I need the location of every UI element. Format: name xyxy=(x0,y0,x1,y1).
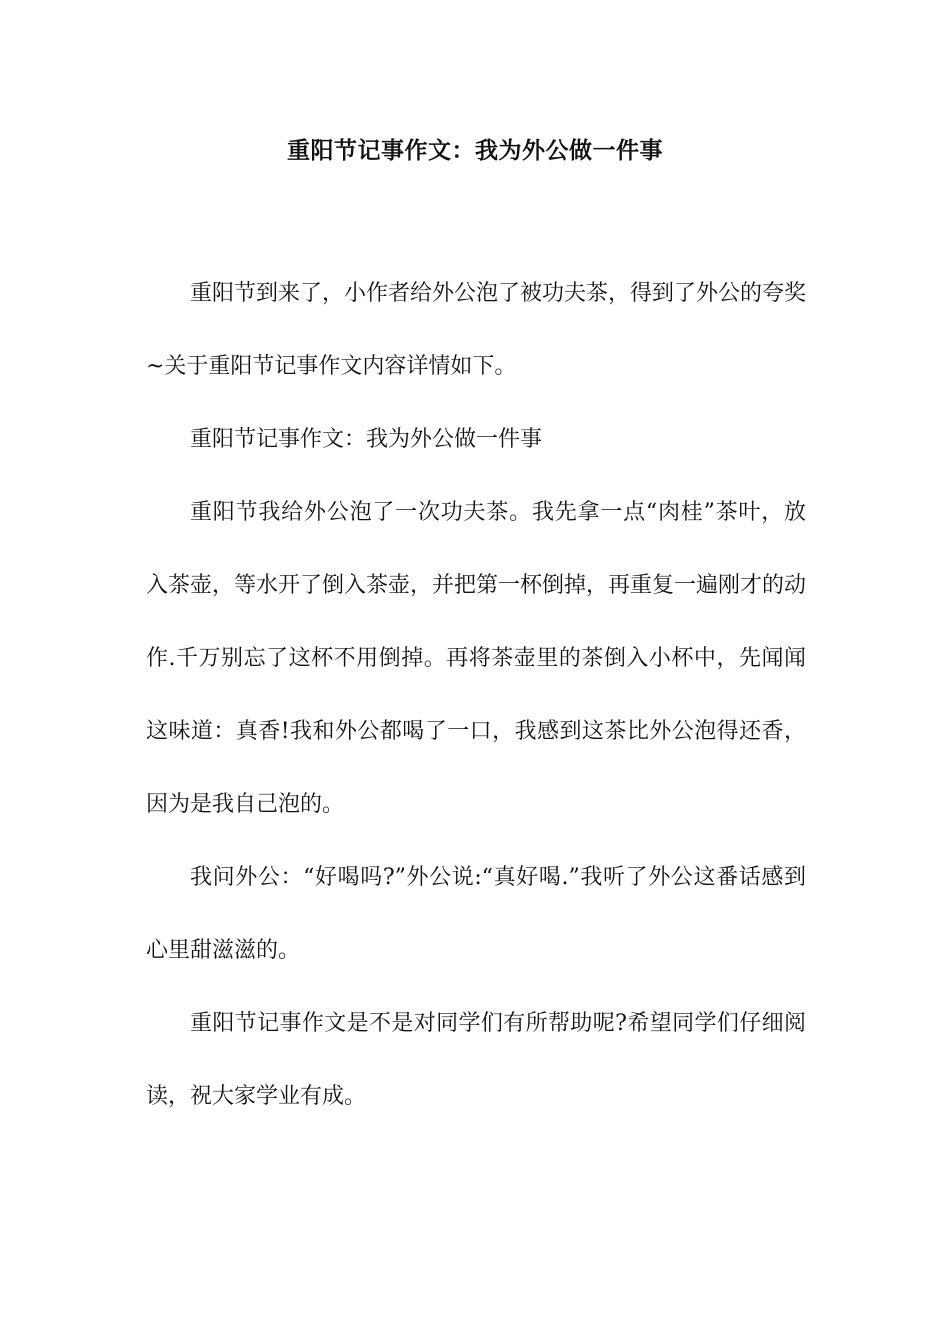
document-title: 重阳节记事作文：我为外公做一件事 xyxy=(287,138,663,164)
paragraph-subtitle: 重阳节记事作文：我为外公做一件事 xyxy=(190,427,543,452)
paragraph-closing: 重阳节记事作文是不是对同学们有所帮助呢?希望同学们仔细阅读，祝大家学业有成。 xyxy=(146,1011,806,1109)
paragraph-dialogue: 我问外公：“好喝吗?”外公说:“真好喝.”我听了外公这番话感到心里甜滋滋的。 xyxy=(146,865,806,963)
paragraph-intro: 重阳节到来了，小作者给外公泡了被功夫茶，得到了外公的夸奖~关于重阳节记事作文内容详情如下。 xyxy=(146,281,807,379)
document-body xyxy=(146,257,806,1133)
paragraph-story: 重阳节我给外公泡了一次功夫茶。我先拿一点“肉桂”茶叶，放入茶壶，等水开了倒入茶壶，并把第一杯倒掉，再重复一遍刚才的动作.千万别忘了这杯不用倒掉。再将茶壶里的茶倒入小杯中，先闻闻这味道：真香!我和外公都喝了一口，我感到这茶比外公泡得还香，因为是我自己泡的。 xyxy=(146,500,807,817)
